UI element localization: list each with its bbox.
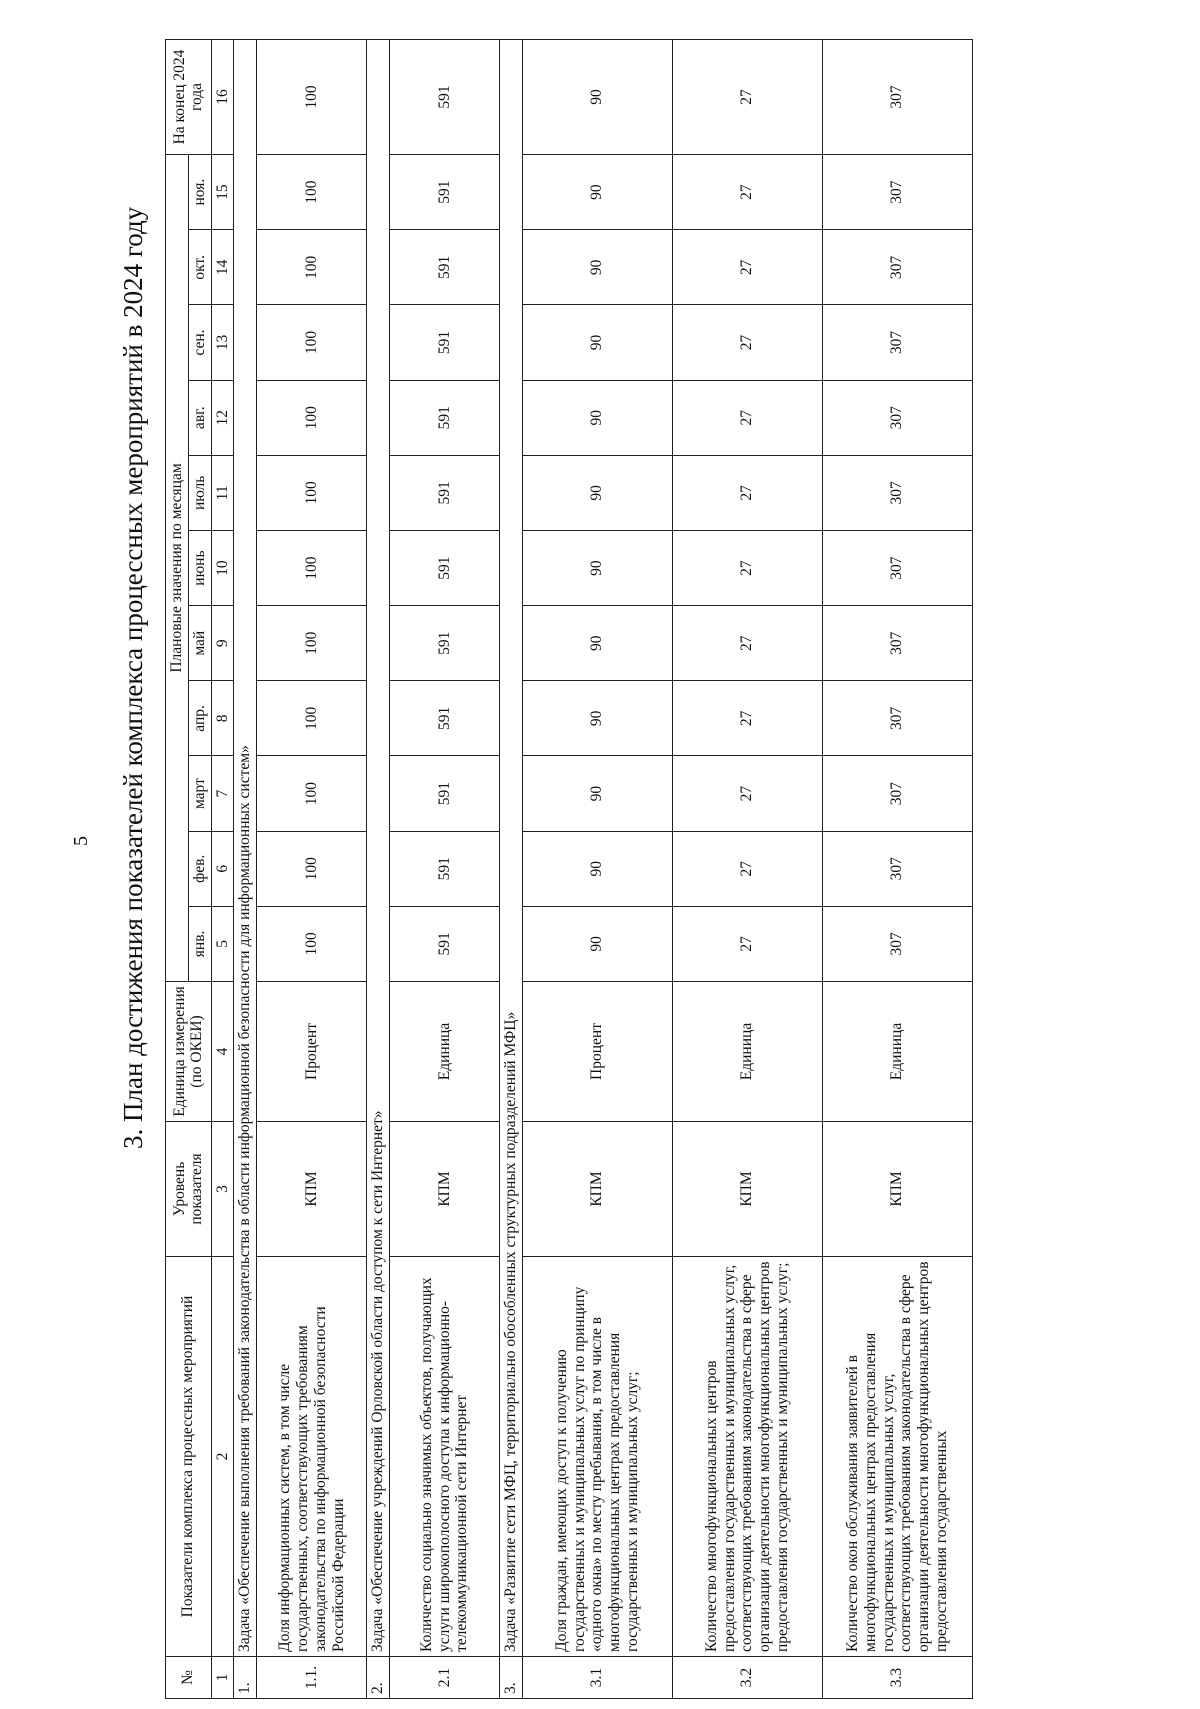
monthly-value: 591 [390, 230, 500, 305]
header-month: июль [188, 455, 211, 530]
indicator-name: Количество окон обслуживания заявителей в многофункциональных центрах предоставления государственных и муниципальных услуг, соответствующих требованиям законодательства в сфере организации деятельности многофункциональных центров предоставления государственных [822, 1257, 972, 1657]
year-end-value: 100 [257, 40, 367, 155]
indicator-number: 3.2 [672, 1657, 822, 1699]
header-month: апр. [188, 681, 211, 756]
column-number: 11 [211, 455, 234, 530]
header-month: окт. [188, 230, 211, 305]
indicator-name: Количество социально значимых объектов, получающих услуги широкополосного доступа к информационно-телекоммуникационной сети Интернет [390, 1257, 500, 1657]
header-month: ноя. [188, 155, 211, 230]
header-unit: Единица измерения (по ОКЕИ) [166, 982, 212, 1122]
indicator-unit: Единица [390, 982, 500, 1122]
year-end-value: 90 [522, 40, 672, 155]
header-month: сен. [188, 305, 211, 380]
header-month: июнь [188, 530, 211, 605]
monthly-value: 27 [672, 681, 822, 756]
monthly-value: 90 [522, 530, 672, 605]
year-end-value: 27 [672, 40, 822, 155]
task-title: Задача «Обеспечение учреждений Орловской области доступом к сети Интернет» [367, 40, 390, 1657]
year-end-value: 591 [390, 40, 500, 155]
column-number: 16 [211, 40, 234, 155]
monthly-value: 27 [672, 906, 822, 981]
task-row [234, 40, 257, 1699]
monthly-value: 591 [390, 606, 500, 681]
monthly-value: 90 [522, 380, 672, 455]
monthly-value: 100 [257, 305, 367, 380]
indicator-number: 3.1 [522, 1657, 672, 1699]
task-title: Задача «Развитие сети МФЦ, территориально обособленных структурных подразделений МФЦ» [500, 40, 523, 1657]
monthly-value: 591 [390, 530, 500, 605]
monthly-value: 90 [522, 606, 672, 681]
header-num: № [166, 1657, 212, 1699]
indicator-level: КПМ [522, 1122, 672, 1257]
monthly-value: 100 [257, 155, 367, 230]
column-number: 10 [211, 530, 234, 605]
indicator-row [822, 40, 972, 1699]
monthly-value: 307 [822, 681, 972, 756]
monthly-value: 27 [672, 155, 822, 230]
column-number: 7 [211, 756, 234, 831]
page-number: 5 [70, 836, 92, 846]
indicator-number: 2.1 [390, 1657, 500, 1699]
task-row [500, 40, 523, 1699]
monthly-value: 27 [672, 380, 822, 455]
indicator-name: Количество многофункциональных центров предоставления государственных и муниципальных услуг, соответствующих требованиям законодательства в сфере организации деятельности многофункциональных центров предоставления государственных и муниципальных услуг; [672, 1257, 822, 1657]
indicator-name: Доля информационных систем, в том числе государственных, соответствующих требованиям законодательства по информационной безопасности Российской Федерации [257, 1257, 367, 1657]
monthly-value: 90 [522, 155, 672, 230]
column-number: 6 [211, 831, 234, 906]
monthly-value: 27 [672, 831, 822, 906]
monthly-value: 100 [257, 606, 367, 681]
monthly-value: 100 [257, 230, 367, 305]
indicator-name: Доля граждан, имеющих доступ к получению государственных и муниципальных услуг по принципу «одного окна» по месту пребывания, в том числе в многофункциональных центрах предоставления государственных и муниципальных услуг; [522, 1257, 672, 1657]
monthly-value: 100 [257, 831, 367, 906]
table-body [211, 40, 972, 1699]
column-number: 2 [211, 1257, 234, 1657]
task-number: 2. [367, 1657, 390, 1699]
task-number: 1. [234, 1657, 257, 1699]
monthly-value: 591 [390, 155, 500, 230]
indicator-level: КПМ [672, 1122, 822, 1257]
monthly-value: 90 [522, 681, 672, 756]
header-end-of-year: На конец 2024 года [166, 40, 212, 155]
column-number: 12 [211, 380, 234, 455]
indicator-row [672, 40, 822, 1699]
monthly-value: 591 [390, 831, 500, 906]
monthly-value: 27 [672, 455, 822, 530]
monthly-value: 27 [672, 530, 822, 605]
indicator-level: КПМ [390, 1122, 500, 1257]
monthly-value: 591 [390, 756, 500, 831]
indicator-level: КПМ [822, 1122, 972, 1257]
monthly-value: 100 [257, 681, 367, 756]
monthly-value: 307 [822, 305, 972, 380]
column-number: 13 [211, 305, 234, 380]
task-row [367, 40, 390, 1699]
task-number: 3. [500, 1657, 523, 1699]
column-number: 3 [211, 1122, 234, 1257]
monthly-value: 90 [522, 455, 672, 530]
monthly-value: 100 [257, 455, 367, 530]
indicator-unit: Процент [257, 982, 367, 1122]
indicator-number: 3.3 [822, 1657, 972, 1699]
monthly-value: 100 [257, 906, 367, 981]
header-name: Показатели комплекса процессных мероприятий [166, 1257, 212, 1657]
monthly-value: 307 [822, 530, 972, 605]
indicator-level: КПМ [257, 1122, 367, 1257]
header-monthly-group: Плановые значения по месяцам [166, 155, 189, 982]
monthly-value: 307 [822, 455, 972, 530]
indicator-unit: Процент [522, 982, 672, 1122]
indicator-row [522, 40, 672, 1699]
column-number: 15 [211, 155, 234, 230]
header-month: март [188, 756, 211, 831]
monthly-value: 307 [822, 831, 972, 906]
column-number: 9 [211, 606, 234, 681]
indicator-unit: Единица [672, 982, 822, 1122]
header-month: янв. [188, 906, 211, 981]
monthly-value: 307 [822, 155, 972, 230]
monthly-value: 90 [522, 906, 672, 981]
monthly-value: 591 [390, 380, 500, 455]
header-level: Уровень показателя [166, 1122, 212, 1257]
monthly-value: 591 [390, 305, 500, 380]
monthly-value: 27 [672, 230, 822, 305]
monthly-value: 90 [522, 831, 672, 906]
monthly-value: 27 [672, 756, 822, 831]
monthly-value: 27 [672, 606, 822, 681]
column-number: 1 [211, 1657, 234, 1699]
indicators-table [165, 39, 973, 1699]
header-month: авг. [188, 380, 211, 455]
task-title: Задача «Обеспечение выполнения требований законодательства в области информационной безопасности для информационных систем» [234, 40, 257, 1657]
monthly-value: 100 [257, 530, 367, 605]
column-number-row [211, 40, 234, 1699]
monthly-value: 90 [522, 305, 672, 380]
indicator-unit: Единица [822, 982, 972, 1122]
header-month: май [188, 606, 211, 681]
monthly-value: 100 [257, 756, 367, 831]
monthly-value: 307 [822, 230, 972, 305]
monthly-value: 100 [257, 380, 367, 455]
monthly-value: 307 [822, 606, 972, 681]
header-row-1 [166, 40, 189, 1699]
monthly-value: 307 [822, 906, 972, 981]
indicator-row [257, 40, 367, 1699]
monthly-value: 90 [522, 756, 672, 831]
page-title: 3. План достижения показателей комплекса процессных мероприятий в 2024 году [118, 206, 148, 1149]
year-end-value: 307 [822, 40, 972, 155]
column-number: 14 [211, 230, 234, 305]
monthly-value: 591 [390, 455, 500, 530]
indicator-number: 1.1. [257, 1657, 367, 1699]
monthly-value: 27 [672, 305, 822, 380]
monthly-value: 307 [822, 756, 972, 831]
header-month: фев. [188, 831, 211, 906]
monthly-value: 591 [390, 906, 500, 981]
column-number: 5 [211, 906, 234, 981]
column-number: 8 [211, 681, 234, 756]
indicator-row [390, 40, 500, 1699]
monthly-value: 90 [522, 230, 672, 305]
column-number: 4 [211, 982, 234, 1122]
monthly-value: 307 [822, 380, 972, 455]
monthly-value: 591 [390, 681, 500, 756]
